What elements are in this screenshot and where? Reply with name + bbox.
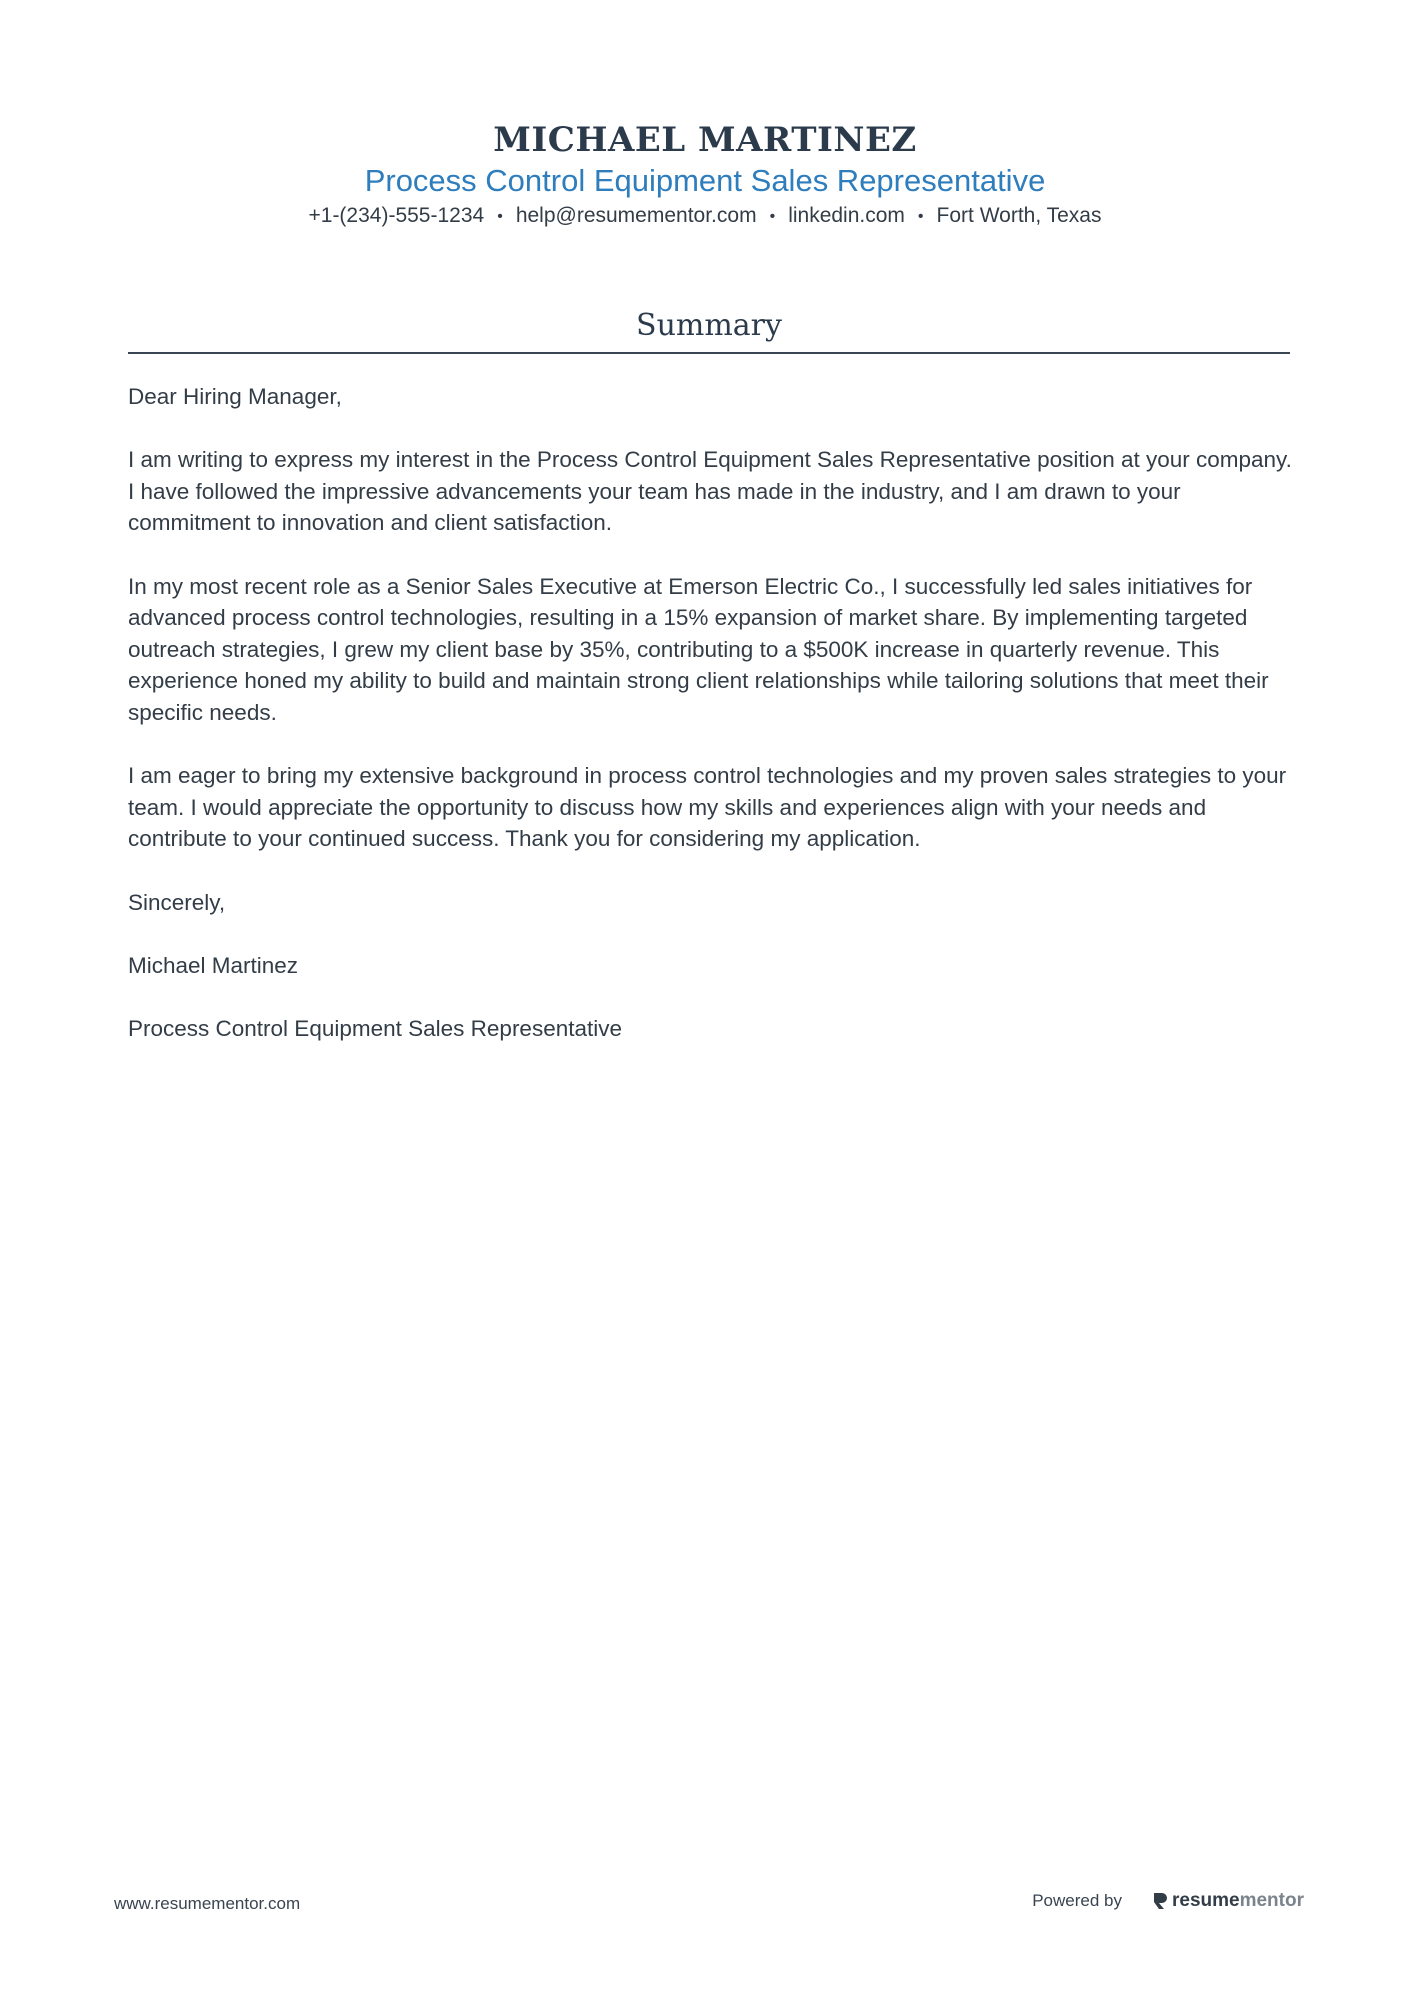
resumementor-logo[interactable] <box>1152 1890 1304 1912</box>
section-title: Summary <box>636 308 782 343</box>
powered-by-label: Powered by <box>1032 1891 1122 1910</box>
signature-title: Process Control Equipment Sales Representative <box>128 1015 623 1041</box>
applicant-role: Process Control Equipment Sales Representative <box>364 163 1046 198</box>
contact-line <box>0 202 1410 231</box>
letter-paragraph: I am writing to express my interest in the Process Control Equipment Sales Representative position at your company. I have followed the impressive advancements your team has made in the industry, and I am drawn to your commitment to innovation and client satisfaction. <box>128 447 1292 536</box>
letter-body <box>128 381 1298 1076</box>
contact-separator: • <box>769 208 776 225</box>
letter-closing: Sincerely, <box>128 889 226 915</box>
brand-name-bold: resume <box>1171 1890 1240 1911</box>
contact-location: Fort Worth, Texas <box>936 204 1102 227</box>
letter-greeting: Dear Hiring Manager, <box>128 384 342 409</box>
letter-paragraph: In my most recent role as a Senior Sales Executive at Emerson Electric Co., I successfully led sales initiatives for advanced process control technologies, resulting in a 15% expansion of market share. By implementing targeted outreach strategies, I grew my client base by 35%, contributing to a $500K increase in quarterly revenue. This experience honed my ability to build and maintain strong client relationships while tailoring solutions that meet their specific needs. <box>128 573 1269 725</box>
contact-separator: • <box>497 208 503 225</box>
brand-name-light: mentor <box>1239 1890 1304 1911</box>
header <box>0 118 1410 231</box>
footer-branding <box>1032 1890 1304 1912</box>
section-divider <box>128 352 1290 354</box>
resumementor-logo-icon <box>1152 1891 1168 1911</box>
contact-phone: +1-(234)-555-1234 <box>308 204 485 227</box>
contact-linkedin[interactable]: linkedin.com <box>788 204 905 227</box>
contact-email[interactable]: help@resumementor.com <box>515 204 757 227</box>
letter-paragraph: I am eager to bring my extensive background in process control technologies and my proven sales strategies to your team. I would appreciate the opportunity to discuss how my skills and experiences align with your needs and contribute to your continued success. Thank you for considering my application. <box>128 763 1287 852</box>
signature-name: Michael Martinez <box>128 952 299 978</box>
footer-website[interactable]: www.resumementor.com <box>114 1894 301 1913</box>
applicant-name: MICHAEL MARTINEZ <box>493 120 917 160</box>
contact-separator: • <box>917 208 924 225</box>
